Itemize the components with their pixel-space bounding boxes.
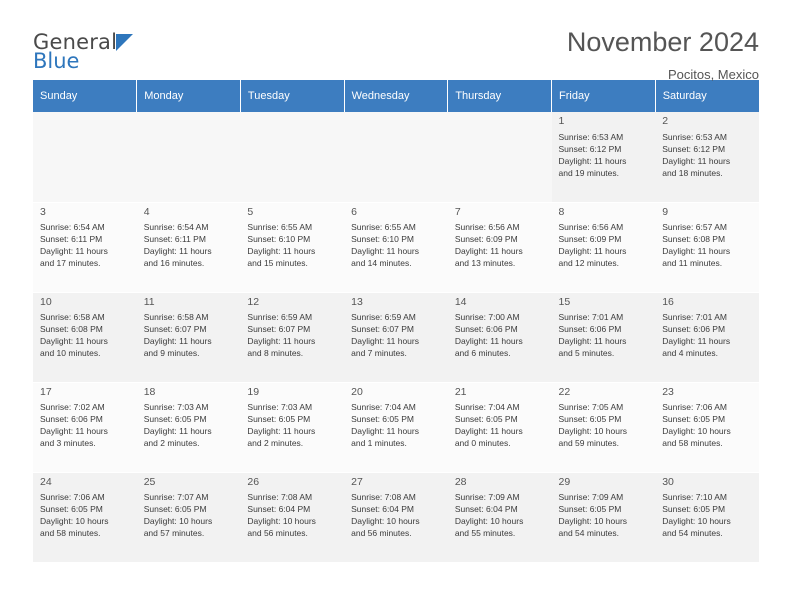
day-number: 5 — [247, 205, 254, 218]
daylight-text: and 19 minutes. — [558, 167, 619, 178]
day-details — [559, 131, 650, 179]
day-details — [247, 401, 338, 449]
daylight-text: and 5 minutes. — [558, 348, 615, 359]
day-number: 30 — [662, 475, 674, 488]
day-number: 13 — [351, 295, 363, 308]
sunset-text: Sunset: 6:07 PM — [351, 324, 414, 335]
triangle-mark-icon — [116, 34, 133, 51]
daylight-text: Daylight: 11 hours — [40, 246, 108, 257]
general-blue-logo[interactable] — [33, 28, 117, 72]
calendar-day-cell[interactable] — [240, 472, 344, 562]
calendar-cell-empty — [33, 112, 137, 202]
sunset-text: Sunset: 6:07 PM — [143, 324, 207, 335]
daylight-text: Daylight: 11 hours — [40, 426, 108, 437]
sunset-text: Sunset: 6:06 PM — [662, 324, 726, 335]
sunrise-text: Sunrise: 6:56 AM — [454, 222, 520, 233]
sunset-text: Sunset: 6:05 PM — [40, 504, 103, 515]
day-number: 11 — [143, 295, 155, 308]
day-details — [144, 221, 235, 269]
day-number: 26 — [247, 475, 260, 488]
daylight-text: and 14 minutes. — [351, 258, 412, 269]
day-number: 7 — [454, 205, 461, 218]
daylight-text: and 3 minutes. — [40, 438, 96, 449]
sunrise-text: Sunrise: 6:56 AM — [558, 222, 624, 233]
calendar-day-cell[interactable] — [552, 472, 656, 562]
daylight-text: and 11 minutes. — [662, 258, 723, 269]
calendar-cell-empty — [137, 112, 241, 202]
sunset-text: Sunset: 6:07 PM — [247, 324, 311, 335]
daylight-text: and 7 minutes. — [351, 348, 407, 359]
daylight-text: and 58 minutes. — [662, 438, 723, 449]
weekday-header-tuesday: Tuesday — [240, 80, 344, 112]
daylight-text: and 17 minutes. — [40, 258, 101, 269]
day-details — [662, 221, 753, 269]
day-details — [662, 401, 753, 449]
day-details — [559, 221, 650, 269]
daylight-text: and 8 minutes. — [247, 348, 304, 359]
day-number: 20 — [351, 385, 363, 398]
weekday-header-saturday: Saturday — [655, 80, 759, 112]
calendar-day-cell[interactable] — [552, 292, 656, 382]
day-details — [351, 311, 442, 359]
day-details — [351, 401, 442, 449]
sunrise-text: Sunrise: 7:06 AM — [662, 402, 727, 413]
daylight-text: Daylight: 11 hours — [558, 246, 627, 257]
sunset-text: Sunset: 6:12 PM — [662, 143, 726, 154]
sunset-text: Sunset: 6:12 PM — [558, 143, 622, 154]
daylight-text: Daylight: 11 hours — [454, 246, 523, 257]
calendar-week-row — [33, 382, 759, 472]
daylight-text: Daylight: 11 hours — [247, 426, 316, 437]
sunrise-text: Sunrise: 7:04 AM — [454, 402, 520, 413]
daylight-text: Daylight: 11 hours — [662, 246, 731, 257]
calendar-week-row — [33, 472, 759, 562]
day-details — [40, 491, 131, 539]
sunset-text: Sunset: 6:10 PM — [351, 234, 414, 245]
calendar-day-cell[interactable] — [448, 202, 552, 292]
sunrise-text: Sunrise: 7:03 AM — [143, 402, 209, 413]
sunrise-text: Sunrise: 6:55 AM — [351, 222, 416, 233]
sunset-text: Sunset: 6:06 PM — [558, 324, 622, 335]
daylight-text: and 2 minutes. — [247, 438, 304, 449]
sunset-text: Sunset: 6:10 PM — [247, 234, 311, 245]
daylight-text: Daylight: 11 hours — [454, 336, 523, 347]
daylight-text: and 1 minutes. — [351, 438, 407, 449]
day-number: 4 — [143, 205, 150, 218]
day-details — [662, 311, 753, 359]
daylight-text: and 56 minutes. — [247, 528, 308, 539]
day-number: 19 — [247, 385, 260, 398]
day-details — [144, 491, 235, 539]
calendar-day-cell[interactable] — [33, 292, 137, 382]
daylight-text: and 55 minutes. — [454, 528, 516, 539]
day-details — [455, 401, 546, 449]
day-details — [247, 311, 338, 359]
weekday-header-row — [33, 80, 759, 112]
sunset-text: Sunset: 6:05 PM — [558, 504, 622, 515]
calendar-cell-empty — [240, 112, 344, 202]
sunrise-text: Sunrise: 7:09 AM — [558, 492, 624, 503]
calendar-day-cell[interactable] — [655, 382, 759, 472]
day-number: 29 — [558, 475, 571, 488]
daylight-text: Daylight: 11 hours — [558, 155, 627, 166]
calendar-day-cell[interactable] — [137, 202, 241, 292]
sunset-text: Sunset: 6:11 PM — [40, 234, 103, 245]
daylight-text: Daylight: 11 hours — [247, 246, 316, 257]
day-number: 23 — [662, 385, 674, 398]
sunset-text: Sunset: 6:05 PM — [143, 504, 207, 515]
daylight-text: and 13 minutes. — [454, 258, 516, 269]
calendar-day-cell[interactable] — [344, 472, 448, 562]
logo-text-blue: Blue — [33, 49, 80, 73]
calendar-week-row — [33, 292, 759, 382]
sunrise-text: Sunrise: 7:00 AM — [454, 312, 520, 323]
calendar-cell-empty — [344, 112, 448, 202]
sunrise-text: Sunrise: 7:07 AM — [143, 492, 209, 503]
location-label: Pocitos, Mexico — [667, 66, 759, 82]
day-details — [40, 221, 131, 269]
calendar-day-cell[interactable] — [552, 202, 656, 292]
sunrise-text: Sunrise: 6:58 AM — [143, 312, 209, 323]
calendar-week-row — [33, 112, 759, 202]
sunrise-text: Sunrise: 6:59 AM — [351, 312, 416, 323]
page-header — [33, 0, 759, 82]
sunrise-text: Sunrise: 6:55 AM — [247, 222, 313, 233]
sunrise-text: Sunrise: 7:06 AM — [40, 492, 105, 503]
sunset-text: Sunset: 6:06 PM — [454, 324, 518, 335]
daylight-text: and 2 minutes. — [143, 438, 200, 449]
calendar-day-cell[interactable] — [33, 202, 137, 292]
day-details — [247, 491, 338, 539]
day-details — [455, 311, 546, 359]
sunset-text: Sunset: 6:05 PM — [662, 504, 726, 515]
weekday-header-wednesday: Wednesday — [344, 80, 448, 112]
weekday-header-monday: Monday — [137, 80, 241, 112]
page-title: November 2024 — [566, 27, 759, 57]
calendar-day-cell[interactable] — [552, 382, 656, 472]
day-number: 18 — [143, 385, 156, 398]
sunset-text: Sunset: 6:05 PM — [351, 414, 414, 425]
day-details — [351, 221, 442, 269]
calendar-day-cell[interactable] — [552, 112, 656, 202]
title-block — [567, 28, 759, 82]
daylight-text: Daylight: 10 hours — [454, 516, 524, 527]
sunset-text: Sunset: 6:06 PM — [40, 414, 103, 425]
sunrise-text: Sunrise: 7:04 AM — [351, 402, 416, 413]
day-number: 15 — [558, 295, 571, 308]
calendar-day-cell[interactable] — [137, 292, 241, 382]
calendar-day-cell[interactable] — [240, 202, 344, 292]
calendar-body — [33, 112, 759, 562]
calendar-day-cell[interactable] — [344, 292, 448, 382]
daylight-text: and 54 minutes. — [662, 528, 723, 539]
daylight-text: and 10 minutes. — [40, 348, 101, 359]
sunrise-text: Sunrise: 7:02 AM — [40, 402, 105, 413]
sunrise-text: Sunrise: 6:59 AM — [247, 312, 313, 323]
daylight-text: and 12 minutes. — [558, 258, 619, 269]
daylight-text: Daylight: 11 hours — [454, 426, 523, 437]
daylight-text: Daylight: 10 hours — [143, 516, 213, 527]
day-details — [662, 491, 753, 539]
daylight-text: Daylight: 10 hours — [662, 516, 731, 527]
daylight-text: Daylight: 11 hours — [247, 336, 316, 347]
sunrise-text: Sunrise: 7:10 AM — [662, 492, 727, 503]
day-number: 9 — [662, 205, 669, 218]
day-details — [40, 311, 131, 359]
daylight-text: Daylight: 10 hours — [558, 426, 628, 437]
daylight-text: Daylight: 11 hours — [351, 336, 419, 347]
sunset-text: Sunset: 6:05 PM — [143, 414, 207, 425]
day-number: 22 — [558, 385, 571, 398]
sunrise-text: Sunrise: 6:53 AM — [662, 131, 727, 142]
logo-text-general: General — [33, 30, 118, 54]
weekday-header-sunday: Sunday — [33, 80, 137, 112]
calendar-day-cell[interactable] — [240, 292, 344, 382]
sunrise-sunset-calendar — [33, 80, 759, 563]
day-number: 16 — [662, 295, 674, 308]
day-details — [559, 401, 650, 449]
sunset-text: Sunset: 6:09 PM — [558, 234, 622, 245]
daylight-text: and 9 minutes. — [143, 348, 200, 359]
sunrise-text: Sunrise: 6:53 AM — [558, 131, 624, 142]
daylight-text: Daylight: 11 hours — [351, 246, 419, 257]
sunset-text: Sunset: 6:05 PM — [662, 414, 726, 425]
day-details — [559, 491, 650, 539]
calendar-day-cell[interactable] — [448, 382, 552, 472]
calendar-day-cell[interactable] — [655, 112, 759, 202]
sunset-text: Sunset: 6:08 PM — [40, 324, 103, 335]
day-number: 21 — [454, 385, 467, 398]
daylight-text: Daylight: 11 hours — [558, 336, 627, 347]
sunrise-text: Sunrise: 7:01 AM — [558, 312, 624, 323]
calendar-day-cell[interactable] — [344, 202, 448, 292]
day-number: 27 — [351, 475, 363, 488]
daylight-text: Daylight: 10 hours — [247, 516, 316, 527]
sunrise-text: Sunrise: 6:57 AM — [662, 222, 727, 233]
day-number: 10 — [40, 295, 52, 308]
daylight-text: and 15 minutes. — [247, 258, 308, 269]
sunset-text: Sunset: 6:04 PM — [247, 504, 311, 515]
day-number: 6 — [351, 205, 357, 218]
calendar-day-cell[interactable] — [240, 382, 344, 472]
day-number: 1 — [558, 115, 565, 127]
daylight-text: Daylight: 11 hours — [143, 426, 212, 437]
sunrise-text: Sunrise: 7:03 AM — [247, 402, 313, 413]
daylight-text: Daylight: 11 hours — [351, 426, 419, 437]
day-details — [144, 311, 235, 359]
daylight-text: Daylight: 10 hours — [40, 516, 109, 527]
daylight-text: and 18 minutes. — [662, 167, 723, 178]
daylight-text: Daylight: 11 hours — [662, 155, 731, 166]
daylight-text: and 4 minutes. — [662, 348, 718, 359]
day-number: 3 — [40, 205, 46, 218]
day-details — [455, 491, 546, 539]
day-number: 14 — [454, 295, 467, 308]
sunrise-text: Sunrise: 7:08 AM — [247, 492, 313, 503]
sunrise-text: Sunrise: 7:05 AM — [558, 402, 624, 413]
weekday-header-thursday: Thursday — [448, 80, 552, 112]
daylight-text: and 58 minutes. — [40, 528, 101, 539]
day-details — [351, 491, 442, 539]
daylight-text: and 0 minutes. — [454, 438, 511, 449]
sunset-text: Sunset: 6:05 PM — [247, 414, 311, 425]
weekday-header-friday: Friday — [552, 80, 656, 112]
calendar-day-cell[interactable] — [655, 292, 759, 382]
day-details — [247, 221, 338, 269]
day-number: 25 — [143, 475, 156, 488]
calendar-day-cell[interactable] — [448, 472, 552, 562]
day-details — [144, 401, 235, 449]
day-details — [455, 221, 546, 269]
sunrise-text: Sunrise: 7:01 AM — [662, 312, 727, 323]
daylight-text: Daylight: 11 hours — [40, 336, 108, 347]
sunrise-text: Sunrise: 6:54 AM — [40, 222, 105, 233]
calendar-day-cell[interactable] — [137, 472, 241, 562]
sunrise-text: Sunrise: 6:54 AM — [143, 222, 209, 233]
daylight-text: and 16 minutes. — [143, 258, 205, 269]
sunset-text: Sunset: 6:08 PM — [662, 234, 726, 245]
calendar-cell-empty — [448, 112, 552, 202]
daylight-text: Daylight: 11 hours — [662, 336, 731, 347]
sunset-text: Sunset: 6:09 PM — [454, 234, 518, 245]
day-details — [662, 131, 753, 179]
daylight-text: and 59 minutes. — [558, 438, 619, 449]
day-details — [40, 401, 131, 449]
sunset-text: Sunset: 6:05 PM — [558, 414, 622, 425]
daylight-text: and 57 minutes. — [143, 528, 205, 539]
daylight-text: Daylight: 11 hours — [143, 336, 212, 347]
calendar-day-cell[interactable] — [33, 472, 137, 562]
calendar-day-cell[interactable] — [344, 382, 448, 472]
daylight-text: Daylight: 11 hours — [143, 246, 212, 257]
sunset-text: Sunset: 6:11 PM — [143, 234, 206, 245]
calendar-day-cell[interactable] — [655, 472, 759, 562]
sunrise-text: Sunrise: 6:58 AM — [40, 312, 105, 323]
sunrise-text: Sunrise: 7:08 AM — [351, 492, 416, 503]
calendar-day-cell[interactable] — [33, 382, 137, 472]
calendar-day-cell[interactable] — [655, 202, 759, 292]
sunset-text: Sunset: 6:04 PM — [454, 504, 518, 515]
daylight-text: Daylight: 10 hours — [351, 516, 420, 527]
daylight-text: and 54 minutes. — [558, 528, 619, 539]
day-number: 8 — [558, 205, 565, 218]
day-number: 24 — [40, 475, 52, 488]
day-number: 17 — [40, 385, 52, 398]
daylight-text: and 6 minutes. — [454, 348, 511, 359]
calendar-day-cell[interactable] — [448, 292, 552, 382]
sunrise-text: Sunrise: 7:09 AM — [454, 492, 520, 503]
sunset-text: Sunset: 6:04 PM — [351, 504, 414, 515]
calendar-week-row — [33, 202, 759, 292]
sunset-text: Sunset: 6:05 PM — [454, 414, 518, 425]
day-number: 12 — [247, 295, 260, 308]
daylight-text: and 56 minutes. — [351, 528, 412, 539]
day-details — [559, 311, 650, 359]
daylight-text: Daylight: 10 hours — [662, 426, 731, 437]
day-number: 2 — [662, 115, 669, 127]
day-number: 28 — [454, 475, 467, 488]
calendar-day-cell[interactable] — [137, 382, 241, 472]
daylight-text: Daylight: 10 hours — [558, 516, 628, 527]
